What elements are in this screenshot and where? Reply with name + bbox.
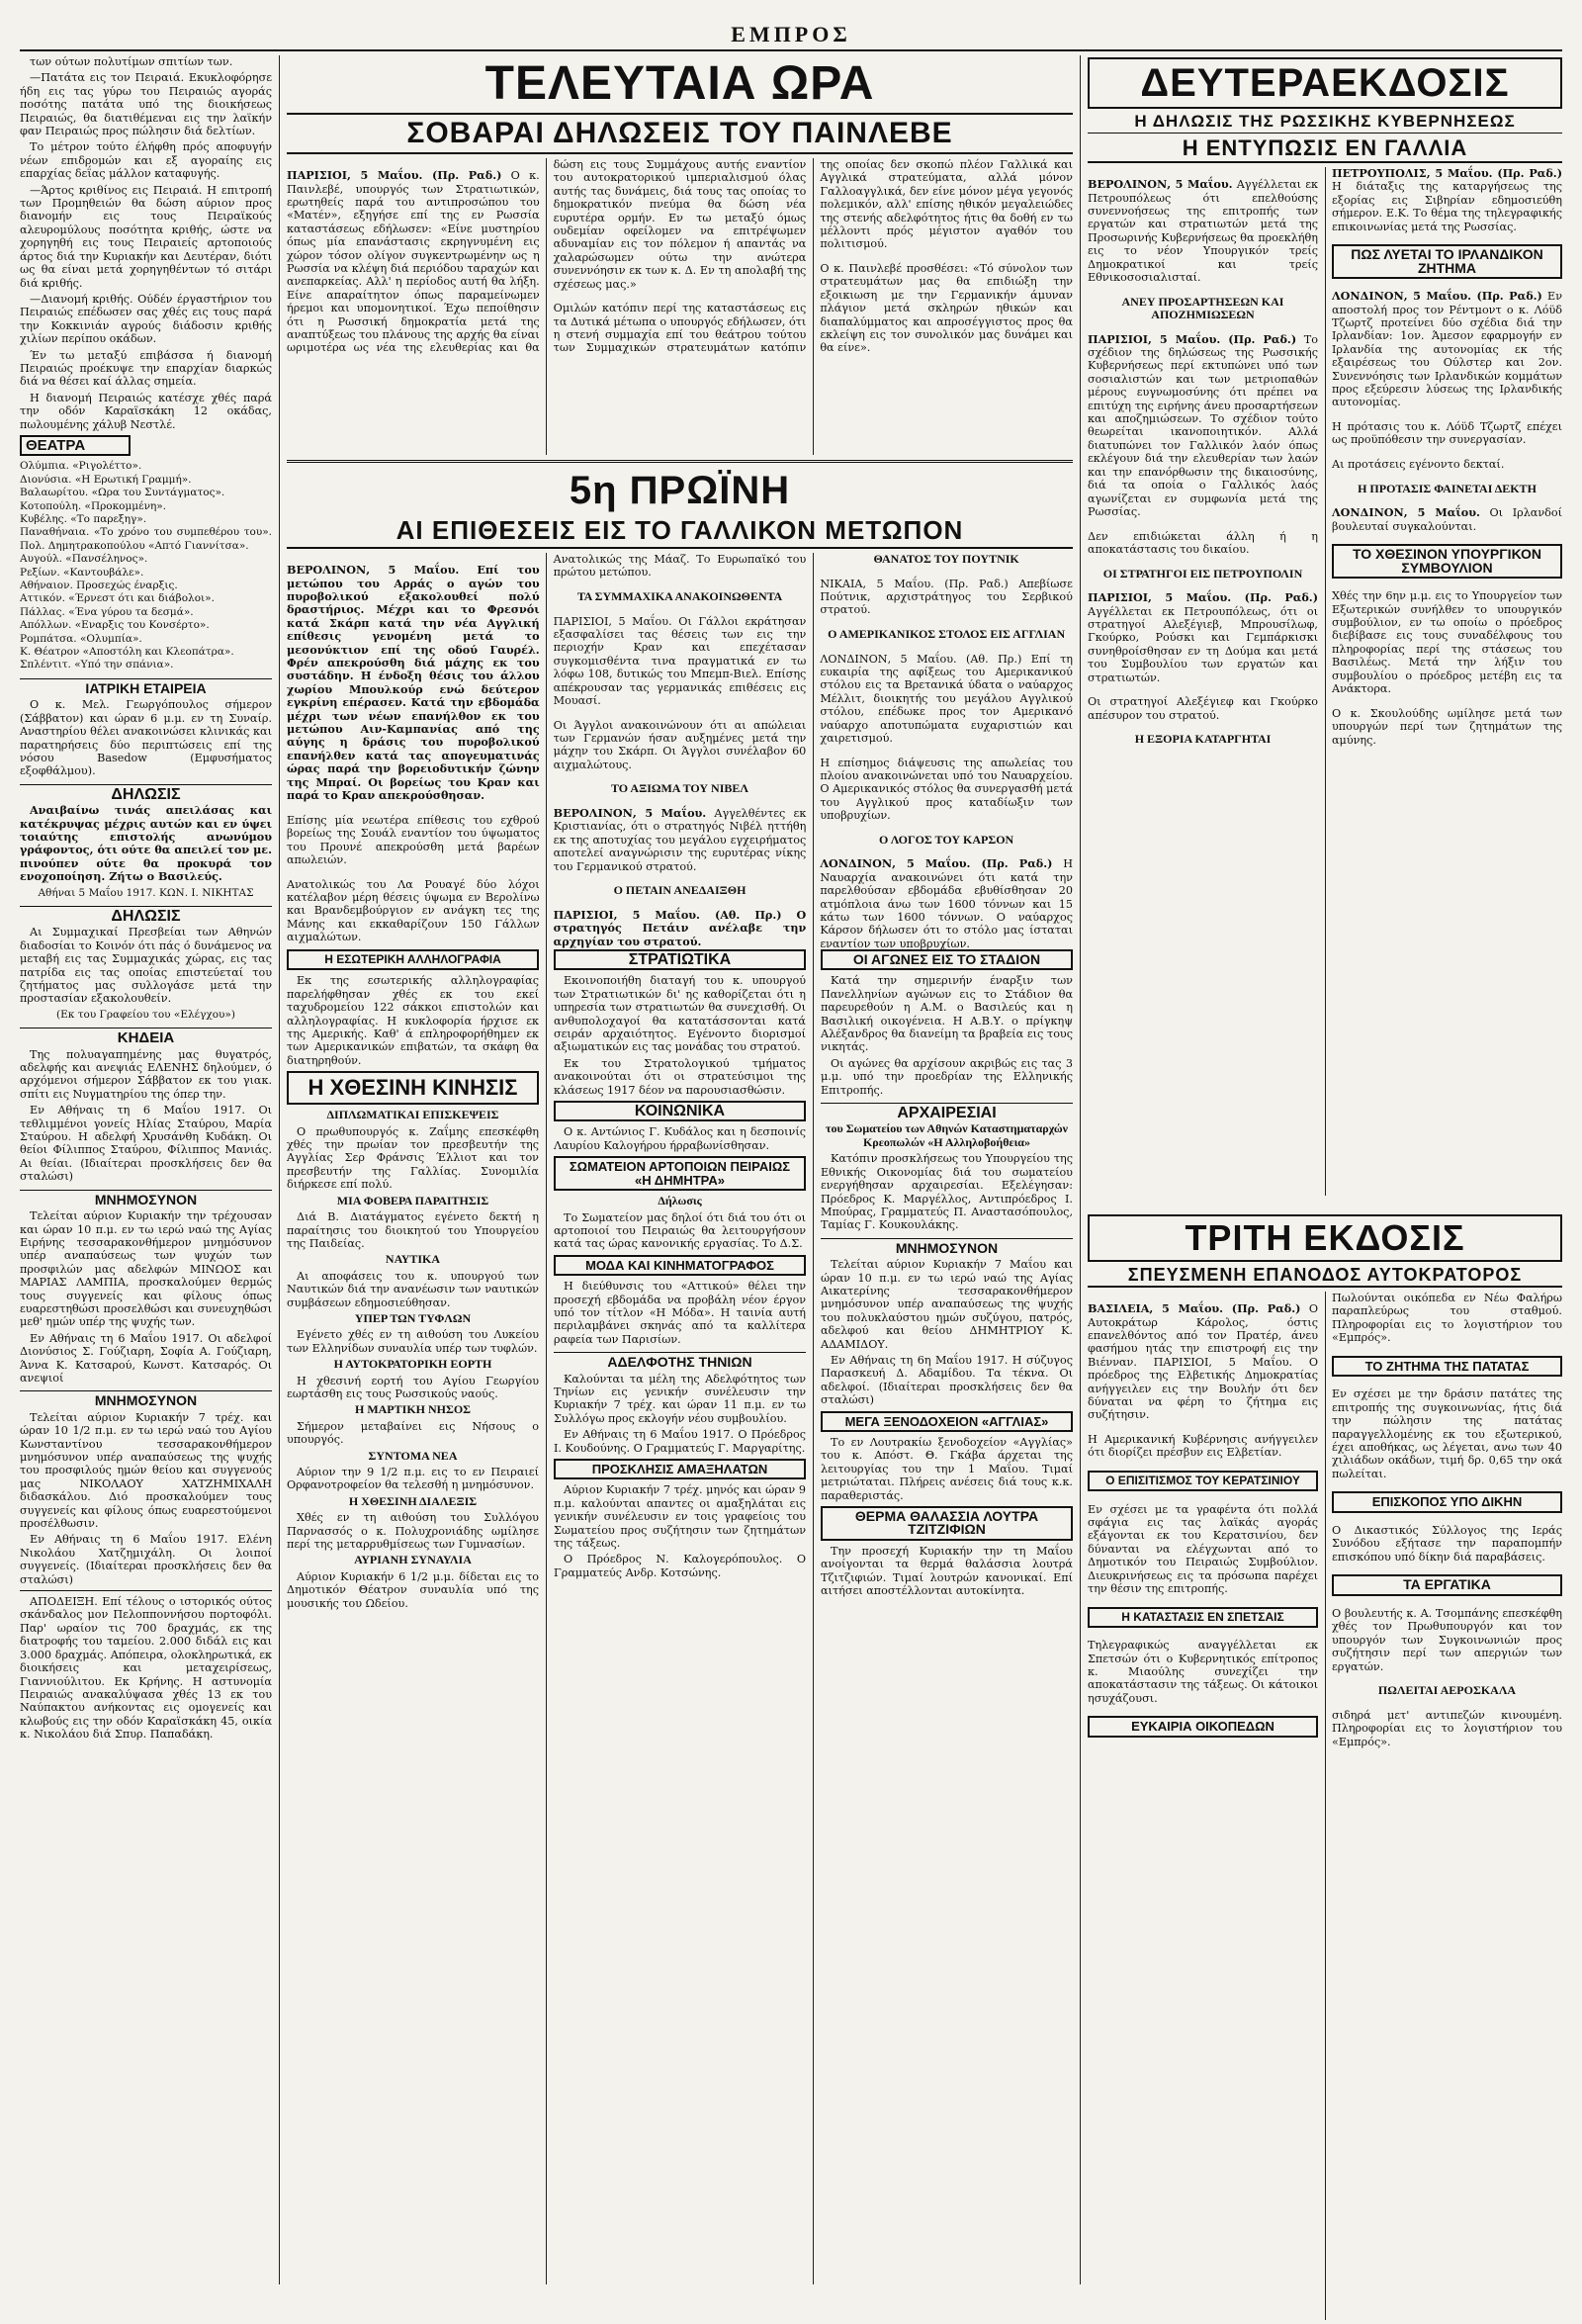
memorial1-sign: Εν Αθήναις τη 6 Μαΐου 1917. Οι αδελφοί Διονύσιος Σ. Γούζιαρη, Σοφία Α. Γούζιαρη, Άννα Κ. Κατσαρού, Κωνστ. Κατσαρός. Οι ανεψιοί	[20, 1331, 272, 1385]
nivelle-heading: ΤΟ ΑΞΙΩΜΑ ΤΟΥ ΝΙΒΕΛ	[610, 781, 749, 796]
internal-heading: Η ΕΣΩΤΕΡΙΚΗ ΑΛΛΗΛΟΓΡΑΦΙΑ	[287, 949, 539, 970]
dateline: ΠΑΡΙΣΙΟΙ, 5 Μαΐου. (Πρ. Ραδ.)	[287, 168, 502, 183]
subhead-painleve: ΣΟΒΑΡΑΙ ΔΗΛΩΣΕΙΣ ΤΟΥ ΠΑΙΝΛΕΒΕ	[287, 113, 1073, 154]
communique-heading: ΤΑ ΣΥΜΜΑΧΙΚΑ ΑΝΑΚΟΙΝΩΘΕΝΤΑ	[576, 589, 783, 603]
article-text: Καλούνται τα μέλη της Αδελφότητος των Τηνίων εις γενικήν συνέλευσιν την Κυριακήν 7 τρέχ. και ώραν 11 π.μ. εν τω Συλλόγω προς εκλογήν νέου συμβουλίου.	[554, 1372, 806, 1425]
article-text: Χθές εν τη αιθούση του Συλλόγου Παρνασσός ο κ. Πολυχρονιάδης ωμίλησε περί της μεταρρυθμίσεως των Γυμνασίων.	[287, 1511, 539, 1552]
article-text: ΛΟΝΔΙΝΟΝ, 5 Μαΐου. (Αθ. Πρ.) Επί τη ευκαιρία της αφίξεως του Αμερικανικού στόλου εις τα Βρετανικά ύδατα ο ναύαρχος Μέλλιτ, διοικητής του μεγάλου Αγγλικού στόλου, επέδωκε προς τον Αμερικανό ναύαρχο αποτυπώματα ευχαριστιών και χαιρετισμού.	[820, 652, 1073, 746]
front-article	[287, 553, 1073, 988]
medical-text: Ο κ. Μελ. Γεωργόπουλος σήμερον (Σάββατον) και ώραν 6 μ.μ. εν τη Συναίρ. Αναστηρίου θέλει ανακοινώσει κλινικάς και παρατηρήσεις δύο περιπτώσεις επί της νόσου Basedow (Εμφυσήματος εξοφθάλμου).	[20, 698, 272, 778]
article-text: Ο κ. Παινλεβέ, υπουργός των Στρατιωτικών, ερωτηθείς παρά του αντιπροσώπου του «Ματέν», εξηγήσε επί της εν Ρωσσία καταστάσεως εδήλωσεν: «Είνε μυστηρίου όπως μία επανάστασις εκρηγνυμένη εις χώρον τόσον ολίγον συγκεντρωμένην ως η Ρωσσία να κλέψη διά περιόδου ταραχών και ανεπαρκείας. Αλλ' η περίοδος αυτή θα λήξη. Είνε απαραίτητον όπως παραμείνωμεν ήρεμοι και υπομονητικοί. Έχω πεποίθησιν ότι η Ρωσσική δημοκρατία μετά της αναπτύξεως του πλάνους της αρχής θα είναι ωριμοτέρα ως νέα της ελευθερίας και θα δώση εις τους Συμμάχους αυτής εναντίον του αυτοκρατορικού ιμπεριαλισμού όλας αυτής τας δυνάμεις, διά τους τας οποίας το δημοκρατικόν πνεύμα θα δώση νέα ευρυτέρα ορμήν. Εν τω μεταξύ όμως ουδεμίαν οφείλομεν να επιτρέψωμεν αδυναμίαν εις τον πόλεμον ή απαντάς να χαλαρώσωμεν ούτω την ανώτερα συνεννόησιν εκ των κ. Δ. Εν τη απολαβή της σχέσεως μας.»	[287, 158, 807, 355]
list-item: Ολύμπια. «Ριγολέττο».	[20, 460, 142, 473]
dateline: ΛΟΝΔΙΝΟΝ, 5 Μαΐου. (Πρ. Ραδ.)	[1332, 289, 1542, 304]
article-text: Σήμερον μεταβαίνει εις Νήσους ο υπουργός.	[287, 1419, 539, 1447]
memorial1-text: Τελείται αύριον Κυριακήν την τρέχουσαν και ώραν 10 π.μ. εν τω ιερώ ναώ της Αγίας Ειρήνης τεσσαρακονθήμερον μνημόσυνον υπέρ αναπαύσεως των ψυχών των προσφιλών μας αδελφών ΜΙΝΩΟΣ και ΜΑΡΙΑΣ ΛΑΜΠΙΑ, προσκαλούμεν θερμώς τους συγγενείς και φίλους όπως ευαρεστηθώσι προσελθώσι και συνευχηθώσι μεθ' ημών υπέρ της ψυχής των.	[20, 1209, 272, 1329]
notice1-heading: ΔΗΛΩΣΙΣ	[20, 784, 272, 801]
article-text: Ο Αυτοκράτωρ Κάρολος, όστις επανελθόντος από τον Πρατέρ, άνευ φασήμου ητάς την επιστροφή εις την Βιένναν. ΠΑΡΙΣΙΟΙ, 5 Μαΐου. Ο πρόεδρος της Ελβετικής Δημοκρατίας ανήγγειλεν εις την Βουλήν ότι δεν δύναται να φέρη το ζήτημα εις συζήτησιν.	[1088, 1302, 1318, 1422]
list-item: Ρομπάτσα. «Ολυμπία».	[20, 632, 142, 645]
dateline: ΠΕΤΡΟΥΠΟΛΙΣ, 5 Μαΐου. (Πρ. Ραδ.)	[1332, 166, 1562, 180]
para: Η διανομή Πειραιώς κατέσχε χθές παρά την οδόν Καραϊσκάκη 12 οκάδας, πωλουμένης χάλυβ Νεστλέ.	[20, 391, 272, 431]
right-block	[1088, 55, 1562, 1203]
para: Έν τω μεταξύ επιβάσσα ή διανομή Πειραιώς προέκυψε την επαρχίαν διαρκώς διά να θέσει καί άλλας σημεία.	[20, 348, 272, 389]
article-text: Τηλεγραφικώς αναγγέλλεται εκ Σπετσών ότι ο Κυβερνητικός επίτροπος κ. Μιαούλης συνεχίζει την αποκατάστασιν της τάξεως. Οι κάτοικοι ησυχάζουσι.	[1088, 1639, 1318, 1705]
third-edition-articles	[1088, 1292, 1562, 2320]
article-text: Ο κ. Αντώνιος Γ. Κυδάλος και η δεσποινίς Λαυρίου Καλογήρου ήρραβωνίσθησαν.	[554, 1125, 806, 1152]
side-heading: ΟΙ ΣΤΡΑΤΗΓΟΙ ΕΙΣ ΠΕΤΡΟΥΠΟΛΙΝ	[1102, 566, 1303, 581]
article-text: Αγγέλλεται εκ Πετρουπόλεως, ότι οι στρατηγοί Αλεξέγιεβ, Μπρουσίλωφ, Γκούρκο, Ρούσκι και Γεμπάρκισκι συνηθροίσθησαν εν τη Δούμα και μετά του Συμβουλίου των εργατών και στρατιωτών.	[1088, 604, 1318, 684]
list-item: Ρεξίων. «Καντουβάλε».	[20, 566, 144, 579]
article-text: Επίσης μία νεωτέρα επίθεσις του εχθρού βορείως της Σουάλ εναντίον του ύψωματος του Προυνέ απεκρούσθη μετά βαρέων απωλειών.	[287, 813, 540, 866]
list-item: Διονύσια. «Η Ερωτική Γραμμή».	[20, 473, 192, 486]
sub-heading: Η ΧΘΕΣΙΝΗ ΔΙΑΛΕΞΙΣ	[348, 1493, 478, 1508]
list-item: Βαλαωρίτου. «Ωρα του Συντάγματος».	[20, 487, 225, 499]
article-text: Ομιλών κατόπιν περί της καταστάσεως εις τα Δυτικά μέτωπα ο υπουργός εδήλωσεν, ότι η στενή συμμαχία επί του θεάτρου τούτου των Συμμαχικών στρατευμάτων κατόπιν της οποίας δεν σκοπώ πλέον Γαλλικά και Αγγλικά στρατεύματα, αλλά μόνον Γαλλοαγγλικά, δεν είνε μόνον μέγα γεγονός πολεμικόν, αλλ' επίσης ηθικόν μεγαλειώδες της στενής αδελφότητος ήτις θα δοθή εν τω μέλλοντι πρός μέγιστον αγαθόν του πολιτισμού.	[553, 158, 1073, 355]
article-text: Ο Δικαστικός Σύλλογος της Ιεράς Συνόδου εξήτασε την παραπομπήν επισκόπου υπό δίκην διά παραβάσεις.	[1332, 1524, 1562, 1564]
sub-heading: ΝΑΥΤΙΚΑ	[385, 1252, 441, 1267]
impression-subhead: Η ΕΝΤΥΠΩΣΙΣ ΕΝ ΓΑΛΛΙΑ	[1088, 135, 1562, 163]
list-item: Αθήναιον. Προσεχώς έναρξις.	[20, 580, 178, 592]
dateline: ΒΕΡΟΛΙΝΟΝ, 5 Μαΐου.	[1088, 177, 1233, 192]
article-text: Το σχέδιον της δηλώσεως της Ρωσσικής Κυβερνήσεως περί εκτυπώνει υπό των σοσιαλιστών και των μετριοπαθών μέρους ευγνωμοσύνης ότι πρέπει να επιτύχη της ειρήνης άνευ προσαρτήσεων και αποζημιώσεων. Το σχέδιον τούτο θεωρείται ικανοποιητικόν. Αλλά διατυπώνει τον Γαλλικόν λαόν όπως εκλέγουν διά την ελευθερίαν των λαών και την επανόρθωσιν της δικαιοσύνης, διά τα οποία ο Γαλλικός λαός αγωνίζεται εν συμφωνία μετά της Ρωσσίας.	[1088, 332, 1318, 518]
medical-heading: ΙΑΤΡΙΚΗ ΕΤΑΙΡΕΙΑ	[20, 678, 272, 695]
article-text: Ο κ. Παινλεβέ προσθέσει: «Τό σύνολον των στρατευμάτων μας θα επιδιώξη την εξοικιωση με την Γερμανικήν άμυναν πλάγιον μετά σκληρών ηθικών και διαπαλύμματος και απροσέγγιστος προς θα εκλείψη εις τον συνολικόν μας δυνάμει και θα είνε».	[820, 262, 1073, 355]
article-text: Η χθεσινή εορτή του Αγίου Γεωργίου εωρτάσθη εις τους Ρωσσικούς ναούς.	[287, 1374, 539, 1400]
memorial3-heading: ΜΝΗΜΟΣΥΝΟΝ	[821, 1238, 1073, 1255]
petain-heading: Ο ΠΕΤΑΙΝ ΑΝΕΔΑΙΞΘΗ	[613, 883, 747, 898]
memorial2-text: Τελείται αύριον Κυριακήν 7 τρέχ. και ώραν 10 1/2 π.μ. εν τω ιερώ ναώ του Αγίου Κωνσταντίνου τεσσαρακονθήμερον μνημόσυνον υπέρ αναπαύσεως της ψυχής του προσφιλούς ημών θείου και συγγενούς μας ΝΙΚΟΛΑΟΥ ΧΑΤΖΗΜΙΧΑΛΗ διδασκάλου. Διό προσκαλούμεν τους συγγενείς και φίλους όπως ευαρεστούμενοι προσέλθωσιν.	[20, 1410, 272, 1531]
list-item: Αττικόν. «Έρνεστ ότι και διάβολοι».	[20, 592, 215, 605]
list-item: Αυγούλ. «Πανσέληνος».	[20, 553, 148, 566]
list-item: Κοτοπούλη. «Προκομμένη».	[20, 499, 167, 512]
spetses-heading: Η ΚΑΤΑΣΤΑΣΙΣ ΕΝ ΣΠΕΤΣΑΙΣ	[1088, 1607, 1318, 1628]
list-item: Κ. Θέατρον «Αποστόλη και Κλεοπάτρα».	[20, 646, 234, 659]
list-item: Πάλλας. «Ένα γύρου τα δεσμά».	[20, 605, 194, 618]
fashion-heading: ΜΟΔΑ ΚΑΙ ΚΙΝΗΜΑΤΟΓΡΑΦΟΣ	[554, 1255, 806, 1276]
article-text: Οι Άγγλοι ανακοινώνουν ότι αι απώλειαι των Γερμανών ήσαν αυξημένες μετά την μάχην του Σκάρπ. Οι Άγγλοι συνέλαβον 60 αιχμαλώτους.	[553, 718, 807, 771]
work-heading: ΤΑ ΕΡΓΑΤΙΚΑ	[1332, 1574, 1562, 1595]
article-text: Το Σωματείον μας δηλοί ότι διά του ότι οι αρτοποιοί του Πειραιώς θα λειτουργήσουν κατά τας ώρας κανονικής εργασίας. Το Δ.Σ.	[554, 1210, 806, 1251]
article-text: Δεν επιδιώκεται άλλη ή η αποκατάστασις του δικαίου.	[1088, 529, 1318, 556]
column-lower-4	[821, 945, 1073, 2284]
article-text: ΝΙΚΑΙΑ, 5 Μαΐου. (Πρ. Ραδ.) Απεβίωσε Πούτνικ, αρχιστράτηγος του Σερβικού στρατού.	[820, 577, 1073, 617]
list-item: Κυβέλης. «Το παρεξηγ».	[20, 513, 147, 525]
hotel-heading: ΜΕΓΑ ΞΕΝΟΔΟΧΕΙΟΝ «ΑΓΓΛΙΑΣ»	[821, 1411, 1073, 1432]
announcement: ΑΝΕΥ ΠΡΟΣΑΡΤΗΣΕΩΝ ΚΑΙ ΑΠΟΖΗΜΙΩΣΕΩΝ	[1121, 294, 1284, 322]
theatre-list	[20, 460, 272, 672]
sub-heading: ΑΥΡΙΑΝΗ ΣΥΝΑΥΛΙΑ	[354, 1553, 472, 1567]
dateline: ΛΟΝΔΙΝΟΝ, 5 Μαΐου. (Πρ. Ραδ.)	[820, 856, 1053, 871]
article-text: Οι Ιρλανδοί βουλευταί συγκαλούνται.	[1332, 506, 1562, 533]
funeral-sign: Εν Αθήναις τη 6 Μαΐου 1917. Οι τεθλιμμένοι γονείς Ηλίας Σταύρου, Μαρία Σταύρου. Η αδελφή Χρυσάνθη Κυδάκη. Οι θείοι Φίλιππος Σταύρου, Φίλιππος Μανιάς. Αι θείαι. (Ιδιαίτεραι προσκλήσεις δεν θα σταλώσι)	[20, 1104, 272, 1184]
list-item: Σπλέντιτ. «Υπό την σπάνια».	[20, 659, 174, 671]
dateline: ΒΕΡΟΛΙΝΟΝ, 5 Μαΐου.	[287, 563, 460, 578]
article-text: Η διεύθυνσις του «Αττικού» θέλει την προσεχή εβδομάδα να προβάλη νέον έργον υπό τον τίτλον «Η Μόδα». Η ταινία αυτή περιλαμβάνει σκηνάς από τα καλλίτερα ραφεία των Παρισίων.	[554, 1280, 806, 1346]
headline-last-hour: ΤΕΛΕΥΤΑΙΑ ΩΡΑ	[484, 57, 875, 110]
article-text: Πωλούνται οικόπεδα εν Νέω Φαλήρω παραπλεύρως του σταθμού. Πληροφορίαι εις το λογιστήριον του «Εμπρός».	[1332, 1292, 1562, 1345]
arch-heading: ΑΡΧΑΙΡΕΣΙΑΙ	[821, 1103, 1073, 1119]
article-text: Αύριον Κυριακήν 7 τρέχ. μηνός και ώραν 9 π.μ. καλούνται απαντες οι αμαξηλάται εις γενικήν συνέλευσιν εν τοις γραφείοις του Σωματείου προς συζήτησιν των ζητημάτων της τάξεως.	[554, 1483, 806, 1551]
article-text: Η πρότασις του κ. Λόϋδ Τζωρτζ επέχει ως προϋπόθεσιν την συνεργασίαν.	[1332, 420, 1562, 447]
sub-heading: ΔΙΠΛΩΜΑΤΙΚΑΙ ΕΠΙΣΚΕΨΕΙΣ	[326, 1108, 499, 1122]
memorial1-heading: ΜΝΗΜΟΣΥΝΟΝ	[20, 1190, 272, 1207]
third-edition-sub: ΣΠΕΥΣΜΕΝΗ ΕΠΑΝΟΔΟΣ ΑΥΤΟΚΡΑΤΟΡΟΣ	[1088, 1264, 1562, 1288]
article-text: Η επίσημος διάψευσις της απωλείας του πλοίου ανακοινώνεται υπό του Ναυαρχείου. Ο Αμερικανικός στόλος θα συνεργασθή μετά του Αγγλικού προς καταδίωξιν των υποβρυχίων.	[820, 756, 1073, 823]
article-text: Αι αποφάσεις του κ. υπουργού των Ναυτικών διά την ανανέωσιν των ναυτικών συμβάσεων εδημοσιεύθησαν.	[287, 1269, 539, 1309]
center-top-block	[287, 55, 1073, 950]
article-text: Την προσεχή Κυριακήν την τη Μαΐου ανοίγονται τα θερμά θαλάσσια λουτρά Τζιτζιφιών. Τιμαί λουτρών κανονικαί. Επί αιτήσει αποστέλλονται αυτοκίνητα.	[821, 1544, 1073, 1598]
article-text: Διά Β. Διατάγματος εγένετο δεκτή η παραίτησις του διοικητού του Υπουργείου της Παιδείας.	[287, 1210, 539, 1250]
bakers-heading: ΣΩΜΑΤΕΙΟΝ ΑΡΤΟΠΟΙΩΝ ΠΕΙΡΑΙΩΣ «Η ΔΗΜΗΤΡΑ»	[554, 1156, 806, 1191]
notice1-sign: Αθήναι 5 Μαΐου 1917. ΚΩΝ. Ι. ΝΙΚΗΤΑΣ	[38, 886, 254, 899]
article-text: Εκ του Στρατολογικού τμήματος ανακοινούται ότι οι στρατεύσιμοι της κλάσεως 1917 δέον να παρουσιασθώσιν.	[554, 1056, 806, 1097]
right-lower-block	[1088, 1212, 1562, 2320]
article-text: Οι αγώνες θα αρχίσουν ακριβώς εις τας 3 μ.μ. υπό την προεδρίαν της Ελληνικής Επιτροπής.	[821, 1056, 1073, 1097]
article-text: Η Αμερικανική Κυβέρνησις ανήγγειλεν ότι διορίζει πρέσβυν εις Ελβετίαν.	[1088, 1433, 1318, 1460]
bath-heading: ΘΕΡΜΑ ΘΑΛΑΣΣΙΑ ΛΟΥΤΡΑ ΤΖΙΤΖΙΦΙΩΝ	[821, 1506, 1073, 1541]
side-heading-2: Η ΕΞΟΡΙΑ ΚΑΤΑΡΓΗΤΑΙ	[1134, 732, 1272, 747]
death-heading: ΘΑΝΑΤΟΣ ΤΟΥ ΠΟΥΤΝΙΚ	[873, 552, 1019, 566]
article-text: Η Ναυαρχία ανακοινώνει ότι κατά την παρελθούσαν εβδομάδα εβυθίσθησαν 20 ατμόπλοια άνω των 1600 τόννων και 15 κάτω των 1600 τόννων. Ο ναύαρχος Κάρσον δήλωσεν ότι το στόλο μας ίσταται εναντίον των υποβρυχίων.	[820, 857, 1073, 950]
column-left	[20, 55, 272, 2284]
para: των ούτων πολυτίμων σπιτίων των.	[30, 55, 233, 68]
article-text: Εν σχέσει με την δράσιν πατάτες της επιτροπής της συγκοινωνίας, ήτις διά την πώλησιν της πατάτας παραγγελλομένης εκ του εξωτερικού, έχει αποθήκας, ως λέγεται, ανω των 40 χιλιάδων οκάδων, τιμή δρ. 0,65 την οκά πωλείται.	[1332, 1387, 1562, 1480]
article-text: Επί του μετώπου του Αρράς ο αγών του πυροβολικού εξακολουθεί πολύ δραστήριος. Μέχρι και το Φρεσνόι κατά Σκάρπ κατά την νέα Αγγλική επίθεσις γενομένη μετά το μεσονύκτιον επί της οδού Γαυρέλ. Φρέν απεκρούσθη διά μάχης εκ του συστάδην. Η ένδοξη θέσις του άλλου χωρίου Μπουλκούρ ενώ δεύτερον εγκρίνη επέρασεν. Κατά την εβδομάδα μέχρι των νέων επανήλθον εκ του μετώπου Αιν-Καμπανίας από της αύγης η δράσις του πυροβολικού επανήλθεν κατά τας απογευματινάς ώρας παρά την βορειοδυτικήν ζώνην της Μπραί. Οι βορείως του Κραν και παρά το Κραν απεκρούσθησαν.	[287, 563, 540, 803]
para: —Διανομή κριθής. Ούδέν έργαστήριον του Πειραιώς επέδωσεν σας χθές εις τους παρά την Κοκκινιάν αγρούς διάδοσιν κριθής χιλίων περίπου οκάδων.	[20, 292, 272, 346]
plot-heading: ΕΥΚΑΙΡΙΑ ΟΙΚΟΠΕΔΩΝ	[1088, 1716, 1318, 1737]
notice2-from: (Εκ του Γραφείου του «Ελέγχου»)	[56, 1008, 235, 1021]
article-text: Το εν Λουτρακίω ξενοδοχείον «Αγγλίας» του κ. Απόστ. Θ. Γκάβα άρχεται της λειτουργίας του την 1 Μαΐου. Τιμαί μετριώταται. Πλήρεις ανέσεις διά τους κ.κ. παραθεριστάς.	[821, 1436, 1073, 1502]
notice2-text: Αι Συμμαχικαί Πρεσβείαι των Αθηνών διαδοσίαι το Κοινόν ότι πάς ό δυνάμενος να μεταβή εις τας Συμμαχικάς χώρας, εις τας πατρίδα εις τας οποίας επιστεύεταί του ζητήματος μας συλλογάσε μετά την προστασίαν εξακολουθείν.	[20, 926, 272, 1006]
article-text: Τελείται αύριον Κυριακήν 7 Μαΐου και ώραν 10 π.μ. εν τω ιερώ ναώ της Αγίας Αικατερίνης τεσσαρακονθήμερον μνημόσυνον υπέρ αναπαύσεως της ψυχής του πολυκλαύστου ημών συζύγου, πατρός, αδελφού και θείου ΔΗΜΗΤΡΙΟΥ Κ. ΑΔΑΜΙΔΟΥ.	[821, 1258, 1073, 1351]
potato-heading: ΤΟ ΖΗΤΗΜΑ ΤΗΣ ΠΑΤΑΤΑΣ	[1332, 1356, 1562, 1377]
strat-heading: ΣΤΡΑΤΙΩΤΙΚΑ	[554, 949, 806, 970]
banner-morning: 5η ΠΡΩΪΝΗ	[569, 469, 791, 512]
newspaper-page	[20, 20, 1562, 2284]
article-text: ΠΑΡΙΣΙΟΙ, 5 Μαΐου. Οι Γάλλοι εκράτησαν εξασφαλίσει τας θέσεις των εις την περιοχήν Κραν και επεχέτασαν συγκομισθέντα τινα πραγματικά εν τω λόφω 108, δυτικώς του Μπεμπ-Βιελ. Επίσης απέκρουσαν τας γερμανικάς επιθέσεις εις Μουασί.	[553, 614, 807, 708]
article-text: Ανατολικώς του Λα Ρουαγέ δύο λόχοι κατέλαβον μέρη θέσεις ύψωμα εν Βερολίνω και Βρανδεμβούργιον εν ανάγκη τες της Μάνης και εκκαθαρίζουν 150 Γάλλων αιχμαλώτων.	[287, 877, 540, 944]
para: Το μέτρον τούτο έλήφθη πρός αποφυγήν νέων επιδρομών και εξ αγοραίης εις επαρχίας δεΐας μάλλον καταφυγής.	[20, 140, 272, 181]
sub-heading: Δήλωσις	[658, 1194, 702, 1208]
sisters-heading: ΑΔΕΛΦΟΤΗΣ ΤΗΝΙΩΝ	[554, 1352, 806, 1369]
article-text: Εν Αθήναις τη 6 Μαΐου 1917. Ο Πρόεδρος Ι. Κουδούνης. Ο Γραμματεύς Γ. Μαργαρίτης.	[554, 1428, 806, 1455]
funeral-heading: ΚΗΔΕΙΑ	[20, 1028, 272, 1044]
article-text: Εν σχέσει με τα γραφέντα ότι πολλά σφάγια εις τας λαϊκάς αγοράς εξάγονται εκ του Κερατσινίου, δεν δύνανται να ελέγχωνται από το Δημοτικόν του Πειραιώς Συμβούλιον. Διευκρινήσεως εις τα πρόσωπα παρέχει την θέσιν της επιτροπής.	[1088, 1502, 1318, 1596]
para: —Πατάτα εις τον Πειραιά. Εκυκλοφόρησε ήδη εις τας γύρω του Πειραιώς αγοράς ποσότης πατάτα υπό της διοικήσεως Πειραιώς, θα διατιθέμεναι εις την λαϊκήν φαν Πειραιώς προς πώλησιν διά δελτίων.	[20, 71, 272, 138]
article-text: Ανατολικώς της Μάαζ. Το Ευρωπαϊκό του πρώτου μετώπου.	[553, 553, 807, 580]
article-text: Η διάταξις της καταργήσεως της εξορίας εις Σιβηρίαν εδημοσιεύθη σήμερον. Ε.Κ. Το θέμα της τηλεγραφικής επικοινωνίας μετά της Ρωσσίας.	[1332, 180, 1562, 233]
article-text: Οι στρατηγοί Αλεξέγιεφ και Γκούρκο απέσυρον του στρατού.	[1088, 695, 1318, 722]
dateline: ΠΑΡΙΣΙΟΙ, 5 Μαΐου. (Αθ. Πρ.)	[553, 907, 782, 922]
article-text: Εκοινοποιήθη διαταγή του κ. υπουργού των Στρατιωτικών δι' ης καθορίζεται ότι η υπηρεσία των στρατιωτών θα συνεχισθή. Οι ανθυπολοχαγοί θα κατατάσσονται κατά σειράν αρχαιότητος. Εγένοντο διορισμοί αξιωματικών εις τας μονάδας του στρατού.	[554, 974, 806, 1054]
article-text: Ο κ. Σκουλούδης ωμίλησε μετά των υπουργών περί των ζητημάτων της αμύνης.	[1332, 706, 1562, 747]
article-text: Ο πρωθυπουργός κ. Ζαΐμης επεσκέφθη χθές την πρωίαν τον πρεσβευτήν της Αγγλίας Σερ Φράνσις Έλλιοτ και τον πρεσβευτήν της Γαλλίας. Συνομιλία διήρκεσε επί πολύ.	[287, 1124, 539, 1192]
dateline: ΒΑΣΙΛΕΙΑ, 5 Μαΐου. (Πρ. Ραδ.)	[1088, 1301, 1301, 1316]
article-text: Κατά την σημερινήν έναρξιν των Πανελληνίων αγώνων εις το Στάδιον θα παρευρεθούν η Α.Μ. ο Βασιλεύς και η Βασιλική οικογένεια. Η Α.Β.Υ. ο πρίγκηψ Αλέξανδρος θα διανείμη τα βραβεία εις τους νικητάς.	[821, 974, 1073, 1054]
article-text: Εν αποστολή προς τον Ρέντμοντ ο κ. Λόϋδ Τζωρτζ προτείνει δύο σχέδια διά την Ιρλανδίαν: 1ον. Άμεσον εφαρμογήν εν Ιρλανδία της αυτονομίας εκ τής εξαιρέσεως του Ούλστερ και 2ον. Συνεννόησις των Ιρλανδικών κομμάτων προς εξεύρεσιν λύσεως της Ιρλανδικής αυτονομίας.	[1332, 290, 1562, 409]
dateline: ΠΑΡΙΣΙΟΙ, 5 Μαΐου. (Πρ. Ραδ.)	[1088, 331, 1297, 346]
column-lower-3	[554, 945, 806, 2284]
ireland-heading-2: Η ΠΡΟΤΑΣΙΣ ΦΑΙΝΕΤΑΙ ΔΕΚΤΗ	[1358, 481, 1537, 495]
theatre-heading: ΘΕΑΤΡΑ	[20, 435, 131, 456]
second-edition-articles	[1088, 167, 1562, 1196]
article-text: Εκ της εσωτερικής αλληλογραφίας παρελήφθησαν χθές εκ του εκεί ταχυδρομείου 122 σάκκοι επιστολών και αλληλογραφίας. Η κυκλοφορία ήρχισε εκ της Αμερικής. Καθ' ά επληροφορήθημεν εκ των Αμερικανικών επιβατών, τα σκάφη θα διατηρηθούν.	[287, 974, 539, 1067]
masthead: ΕΜΠΡΟΣ	[20, 20, 1562, 51]
notice1-text: Αναιβαίνω τινάς απειλάσας και κατέκρυψας μέχρις αυτών και εν ύψει τοιαύτης επιστολής ανωνύμου γράφοντος, ότι ούτε θα απειλεί τον με. πινούπεν ούτε θα προκυρά τον ενοχοποίηση. Ζήτω ο Βασιλεύς.	[20, 803, 272, 884]
notice2-heading: ΔΗΛΩΣΙΣ	[20, 906, 272, 923]
article-text: Ο στρατηγός Πετάιν ανέλαβε την αρχηγίαν του στρατού.	[553, 907, 807, 948]
article-text: Αύριον Κυριακήν 6 1/2 μ.μ. δίδεται εις το Δημοτικόν Θέατρον συναυλία υπό της μουσικής του Ωδείου.	[287, 1569, 539, 1610]
sub-heading: του Σωματείου των Αθηνών Καταστηματαρχών Κρεοπωλών «Η Αλληλοβοήθεια»	[825, 1121, 1069, 1149]
dateline: ΛΟΝΔΙΝΟΝ, 5 Μαΐου.	[1332, 505, 1480, 520]
article-text: Αγγελθέντες εκ Κριστιανίας, ότι ο στρατηγός Νιβέλ ηττήθη εκ της αποτυχίας του μεγάλου εγχειρήματος αποτελεί αναγνώρισιν της ευρυτέρας νίκης του Γερμανικού στρατού.	[553, 807, 807, 873]
article-text: Χθές την 6ην μ.μ. εις το Υπουργείον των Εξωτερικών συνήλθεν το υπουργικόν συμβούλιον, εν τω οποίω ο πρόεδρος διεβίβασε εις τους συναδέλφους του πληροφορίας περί της στάσεως του Βασιλέως. Μετά την λήξιν του συμβουλίου ο πρόεδρος μετέβη εις τα Ανάκτορα.	[1332, 589, 1562, 696]
third-edition-heading: ΤΡΙΤΗ ΕΚΔΟΣΙΣ	[1088, 1214, 1562, 1262]
cherry-heading: Ο ΕΠΙΣΙΤΙΣΜΟΣ ΤΟΥ ΚΕΡΑΤΣΙΝΙΟΥ	[1088, 1471, 1318, 1491]
sub-heading: ΣΥΝΤΟΜΑ ΝΕΑ	[368, 1448, 458, 1463]
karson-heading: Ο ΛΟΓΟΣ ΤΟΥ ΚΑΡΣΟΝ	[879, 832, 1014, 847]
memorial2-heading: ΜΝΗΜΟΣΥΝΟΝ	[20, 1390, 272, 1407]
kinisis-heading: Η ΧΘΕΣΙΝΗ ΚΙΝΗΣΙΣ	[287, 1071, 539, 1105]
article-text: σιδηρά μετ' αντιπεζών κινουμένη. Πληροφορίαι εις το λογιστήριον του «Εμπρός».	[1332, 1708, 1562, 1748]
article-text: Αι προτάσεις εγένοντο δεκταί.	[1332, 458, 1505, 472]
article-text: Ο βουλευτής κ. Α. Τσομπάνης επεσκέφθη χθές τον Πρωθυπουργόν και τον υπουργόν των Συγκοινωνιών προς συζήτησιν περί των απεργιών των εργατών.	[1332, 1607, 1562, 1673]
list-item: Παναθήναια. «Το χρόνο του συμπεθέρου του». Πολ. Δημητρακοπούλου «Απτό Γιαννίτσα».	[20, 526, 272, 552]
dateline: ΒΕΡΟΛΙΝΟΝ, 5 Μαΐου.	[553, 806, 707, 821]
article-text: Ο Πρόεδρος Ν. Καλογερόπουλος. Ο Γραμματεύς Ανδρ. Κοτσώνης.	[554, 1553, 806, 1579]
para: —Άρτος κριθίνος εις Πειραιά. Η επιτροπή των Προμηθειών θα δώση αύριον προς διανομήν εις τους Πειραϊκούς αλευρομύλους ποσότητα κριθής, ώστε να χορηγηθή εις τους Πειραιείς αρτοποιούς άρτος διά την Κυριακήν και Δευτέραν, διότι ως θα είναι μετά χορηγηθέντων τό σιτάρι διά κριθής.	[20, 183, 272, 290]
calls-heading: ΠΡΟΣΚΛΗΣΙΣ ΑΜΑΞΗΛΑΤΩΝ	[554, 1459, 806, 1479]
games-heading: ΟΙ ΑΓΩΝΕΣ ΕΙΣ ΤΟ ΣΤΑΔΙΟΝ	[821, 949, 1073, 970]
sub-heading: Η ΑΥΤΟΚΡΑΤΟΡΙΚΗ ΕΟΡΤΗ	[333, 1357, 492, 1372]
article-text: Εγένετο χθές εν τη αιθούση του Λυκείου των Ελληνίδων συναυλία υπέρ των τυφλών.	[287, 1328, 539, 1355]
painleve-article	[287, 158, 1073, 455]
sale-heading: ΠΩΛΕΙΤΑΙ ΑΕΡΟΣΚΑΛΑ	[1377, 1683, 1517, 1698]
sub-heading: ΜΙΑ ΦΟΒΕΡΑ ΠΑΡΑΙΤΗΣΙΣ	[336, 1193, 489, 1207]
article-text: Εν Αθήναις τη 6η Μαΐου 1917. Η σύζυγος Παρασκευή Δ. Αδαμίδου. Τα τέκνα. Οι αδελφοί. (Ιδιαίτεραι προσκλήσεις δεν θα σταλώσι)	[821, 1353, 1073, 1407]
article-text: Αύριον την 9 1/2 π.μ. εις το εν Πειραιεί Ορφανοτροφείον θα τελεσθή η μνημόσυνον.	[287, 1466, 539, 1492]
banner-sub: ΑΙ ΕΠΙΘΕΣΕΙΣ ΕΙΣ ΤΟ ΓΑΛΛΙΚΟΝ ΜΕΤΩΠΟΝ	[287, 515, 1073, 549]
second-edition-heading: ΔΕΥΤΕΡΑΕΚΔΟΣΙΣ	[1088, 57, 1562, 109]
memorial2-sign: Εν Αθήναις τη 6 Μαΐου 1917. Ελένη Νικολάου Χατζημιχάλη. Οι λοιποί συγγενείς. (Ιδιαίτεραι προσκλήσεις δεν θα σταλώσι)	[20, 1533, 272, 1586]
dateline: ΠΑΡΙΣΙΟΙ, 5 Μαΐου. (Πρ. Ραδ.)	[1088, 590, 1318, 605]
sub-heading: ΥΠΕΡ ΤΩΝ ΤΥΦΛΩΝ	[354, 1310, 472, 1325]
article-text: Αγγέλλεται εκ Πετρουπόλεως ότι επελθούσης συνεννοήσεως της επιτροπής των εργατών και στρατιωτών μετά της Προσωρινής Κυβερνήσεως θα προεκλήθη εις το νέον Υπουργικόν τρείς Δημοκρατικοί και τρείς Εθνικοσοσιαλισταί.	[1088, 178, 1319, 285]
bottom-text: ΑΠΟΔΕΙΞΗ. Επί τέλους ο ιστορικός ούτος σκάνδαλος μον Πελοπποννήσου πορτοφόλι. Παρ' ωραίον τις 700 δραχμάς, εκ της διατροφής του ταμείου. 2.000 διδάλ εις και 3.000 δραχμάς. Απόπειρα, ολοκληρωτικά, εκ διοικήσεις και μεταχειρίσεως, Γιαννιούλιτου. Εκ Κρήνης. Η αστυνομία Πειραιώς ανακαλύψασα χθές 13 εκ του Ναύπακτου ανήκοντας εις ομογενείς και κλωβούς εις την οδόν Καραϊσκάκη 45, οικία κ. Νικολάου διά Σπυρ. Παπαδάκη.	[20, 1595, 272, 1742]
article-text: Κατόπιν προσκλήσεως του Υπουργείου της Εθνικής Οικονομίας διά του σωματείου ενεργήθησαν αρχαιρεσίαι. Εξελέγησαν: Πρόεδρος Κ. Μαργέλλος, Αντιπρόεδρος Ι. Μπούρας, Γραμματεύς Π. Αναστασόπουλος, Ταμίας Γ. Κουκουλάκης.	[821, 1152, 1073, 1232]
list-item: Απόλλων. «Εναρξις του Κονσέρτο».	[20, 619, 210, 632]
russian-subhead: Η ΔΗΛΩΣΙΣ ΤΗΣ ΡΩΣΣΙΚΗΣ ΚΥΒΕΡΝΗΣΕΩΣ	[1088, 111, 1562, 134]
american-heading: Ο ΑΜΕΡΙΚΑΝΙΚΟΣ ΣΤΟΛΟΣ ΕΙΣ ΑΓΓΛΙΑΝ	[828, 627, 1066, 641]
koin-heading: ΚΟΙΝΩΝΙΚΑ	[554, 1101, 806, 1121]
ireland-heading: ΠΩΣ ΛΥΕΤΑΙ ΤΟ ΙΡΛΑΝΔΙΚΟΝ ΖΗΤΗΜΑ	[1332, 244, 1562, 279]
council-heading: ΤΟ ΧΘΕΣΙΝΟΝ ΥΠΟΥΡΓΙΚΟΝ ΣΥΜΒΟΥΛΙΟΝ	[1332, 544, 1562, 579]
bishop-heading: ΕΠΙΣΚΟΠΟΣ ΥΠΟ ΔΙΚΗΝ	[1332, 1491, 1562, 1512]
column-lower-2	[287, 945, 539, 2284]
sub-heading: Η ΜΑΡΤΙΚΗ ΝΗΣΟΣ	[354, 1402, 472, 1417]
funeral-text: Της πολυαγαπημένης μας θυγατρός, αδελφής και ανεψιάς ΕΛΕΝΗΣ δηλούμεν, ό αρχόμενοι σήμερον Σάββατον εκ του γιακ. σπίτι εις Νυγματηρίου της όπερ την.	[20, 1047, 272, 1101]
